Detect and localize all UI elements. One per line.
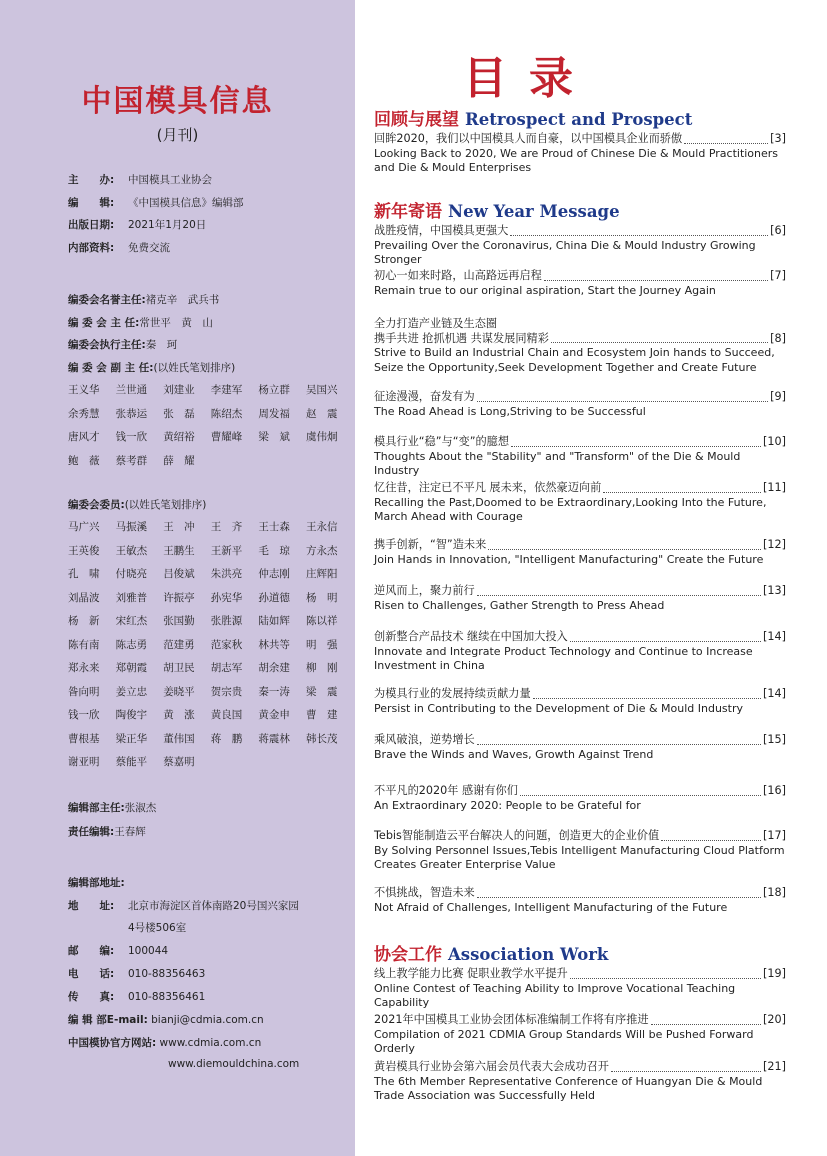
person-name: 虞伟炯	[305, 431, 338, 443]
leader-dots	[477, 744, 761, 745]
person-name: 韩长茂	[305, 732, 338, 745]
leader-dots	[551, 342, 768, 343]
toc-entry[interactable]	[374, 967, 786, 1011]
toc-entry[interactable]	[374, 1060, 786, 1104]
toc-entry-page: [6]	[770, 224, 786, 237]
toc-entry-page: [14]	[763, 687, 786, 700]
toc-entry-title-line	[374, 481, 786, 496]
person-name: 马广兴	[68, 521, 100, 533]
person-name: 董伟国	[163, 732, 195, 745]
honorary-row: 编委会名誉主任:褚克辛 武兵书	[68, 294, 220, 306]
internal-row: 内部资料: 免费交流	[68, 242, 170, 254]
toc-entry-english: Online Contest of Teaching Ability to Improve Vocational Teaching Capability	[374, 981, 736, 1009]
toc-entry-title-line	[374, 538, 786, 553]
resp-row: 责任编辑:王春辉	[68, 826, 146, 838]
toc-entry[interactable]	[374, 733, 786, 762]
person-name: 范建勇	[163, 638, 195, 651]
magazine-title: 中国模具信息	[81, 84, 274, 119]
leader-dots	[520, 795, 761, 796]
toc-entry-title: 线上教学能力比赛 促职业教学水平提升	[374, 967, 568, 980]
site-row: 中国模协官方网站: www.cdmia.com.cn	[68, 1037, 262, 1049]
person-name: 姜晓平	[163, 685, 195, 698]
person-name: 范家秋	[210, 638, 243, 651]
person-name: 黄绍裕	[163, 431, 195, 443]
person-name: 陶俊宇	[115, 709, 148, 721]
toc-entry-english: Join Hands in Innovation, "Intelligent Manufacturing" Create the Future	[374, 552, 764, 566]
person-name: 黄良国	[210, 709, 243, 721]
toc-entry-title: 黄岩模具行业协会第六届会员代表大会成功召开	[374, 1060, 609, 1073]
contact-heading: 编辑部地址:	[68, 877, 125, 889]
person-name: 方永杰	[305, 544, 338, 557]
toc-entry-title: 乘风破浪，逆势增长	[374, 733, 475, 746]
toc-entry-title: 为模具行业的发展持续贡献力量	[374, 687, 531, 700]
leader-dots	[511, 446, 761, 447]
person-name: 蒋震林	[258, 732, 290, 745]
name-row	[68, 406, 354, 430]
toc-entry-title-line	[374, 435, 786, 450]
toc-entry-title: 不平凡的2020年 感谢有你们	[374, 784, 518, 797]
toc-entry-title-line	[374, 829, 786, 844]
person-name: 明 强	[305, 638, 338, 651]
name-row	[68, 429, 354, 453]
person-name: 刘雅普	[115, 591, 148, 604]
person-name: 张恭运	[115, 407, 148, 420]
director-row: 编 委 会 主 任:常世平 黄 山	[68, 317, 213, 329]
toc-entry-page: [11]	[763, 481, 786, 494]
person-name: 蒋 鹏	[210, 732, 243, 745]
person-name: 孔 啸	[68, 568, 100, 580]
person-name: 付晓亮	[115, 568, 148, 580]
person-name: 张胜源	[210, 615, 243, 627]
name-row	[68, 660, 354, 684]
toc-entry-title: 创新整合产品技术 继续在中国加大投入	[374, 630, 568, 643]
leader-dots	[684, 143, 768, 144]
person-name: 王永信	[305, 521, 338, 533]
leader-dots	[603, 492, 761, 493]
person-name: 郑朝霞	[115, 662, 148, 674]
person-name: 王士森	[258, 521, 290, 533]
toc-heading: 目录	[463, 53, 595, 104]
toc-entry-title: 携手创新，“智”造未来	[374, 538, 487, 551]
name-row	[68, 543, 354, 567]
person-name: 张国勤	[163, 615, 195, 627]
person-name: 杨 新	[68, 615, 100, 627]
toc-entry-english: Not Afraid of Challenges, Intelligent Manufacturing of the Future	[374, 900, 728, 914]
person-name: 朱洪亮	[210, 568, 243, 580]
toc-entry[interactable]	[374, 538, 786, 567]
toc-entry-title: 不惧挑战，智造未来	[374, 886, 475, 899]
zip-row: 邮 编: 100044	[68, 945, 169, 957]
toc-entry-page: [15]	[763, 733, 786, 746]
toc-entry-page: [14]	[763, 630, 786, 643]
section-new-year: 新年寄语 New Year Message	[374, 202, 620, 222]
name-row	[68, 382, 354, 406]
toc-entry-title-line	[374, 584, 786, 599]
person-name: 赵 震	[305, 407, 338, 420]
toc-entry-english: Persist in Contributing to the Development of Die & Mould Industry	[374, 701, 744, 715]
toc-entry[interactable]	[374, 269, 786, 298]
toc-entry-title-line	[374, 1013, 786, 1028]
person-name: 周发福	[258, 407, 290, 420]
toc-entry-page: [17]	[763, 829, 786, 842]
toc-entry-page: [9]	[770, 390, 786, 403]
leader-dots	[477, 897, 761, 898]
toc-entry-english: Thoughts About the "Stability" and "Transform" of the Die & Mould Industry	[374, 449, 741, 477]
toc-entry[interactable]	[374, 886, 786, 915]
sponsor-row: 主 办: 中国模具工业协会	[68, 174, 212, 186]
person-name: 刘晶波	[68, 591, 100, 604]
toc-entry-page: [13]	[763, 584, 786, 597]
leader-dots	[570, 978, 761, 979]
person-name: 谢亚明	[68, 756, 100, 768]
person-name: 王义华	[68, 384, 100, 396]
toc-entry[interactable]	[374, 435, 786, 479]
leader-dots	[611, 1071, 761, 1072]
name-row	[68, 707, 354, 731]
person-name: 庄辉阳	[305, 568, 338, 580]
toc-entry-title-line	[374, 332, 786, 347]
toc-entry-title: 逆风而上，聚力前行	[374, 584, 475, 597]
person-name: 黄 涨	[163, 709, 195, 721]
toc-entry-english: The 6th Member Representative Conference of Huangyan Die & Mould Trade Association was Successfully Held	[374, 1074, 763, 1102]
exec-row: 编委会执行主任:秦 珂	[68, 339, 178, 351]
person-name: 王新平	[210, 544, 243, 557]
person-name: 毛 琼	[258, 544, 290, 557]
person-name: 兰世通	[115, 384, 148, 396]
name-row	[68, 684, 354, 708]
person-name: 李建军	[210, 384, 243, 396]
person-name: 刘建业	[163, 384, 195, 396]
tel-row: 电 话: 010-88356463	[68, 968, 206, 980]
person-name: 余秀慧	[68, 407, 100, 420]
name-row	[68, 590, 354, 614]
person-name: 钱一欣	[115, 431, 148, 443]
person-name: 鲍 薇	[68, 454, 100, 467]
person-name: 王敏杰	[115, 544, 148, 557]
toc-entry[interactable]	[374, 630, 786, 674]
leader-dots	[510, 235, 768, 236]
toc-entry-english: An Extraordinary 2020: People to be Grateful for	[374, 798, 641, 812]
person-name: 姜立忠	[115, 685, 148, 698]
name-row	[68, 731, 354, 755]
person-name: 陆如辉	[258, 615, 290, 627]
toc-entry-english: Risen to Challenges, Gather Strength to Press Ahead	[374, 598, 665, 612]
person-name: 杨 明	[305, 591, 338, 604]
toc-entry-title-line	[374, 967, 786, 982]
toc-entry-page: [7]	[770, 269, 786, 282]
name-row	[68, 637, 354, 661]
toc-entry[interactable]	[374, 224, 786, 268]
name-row	[68, 754, 354, 778]
toc-entry-page: [12]	[763, 538, 786, 551]
deputy-row: 编 委 会 副 主 任:(以姓氏笔划排序)	[68, 362, 236, 374]
chief-row: 编辑部主任:张淑杰	[68, 802, 157, 814]
toc-entry-title-line	[374, 687, 786, 702]
editor-row: 编 辑: 《中国模具信息》编辑部	[68, 197, 244, 209]
toc-entry-title-line	[374, 224, 786, 239]
person-name: 仲志刚	[258, 568, 290, 580]
leader-dots	[477, 595, 761, 596]
person-name: 郑永来	[68, 662, 100, 674]
person-name: 曹根基	[68, 732, 100, 745]
toc-entry-title: 携手共进 抢抓机遇 共谋发展同精彩	[374, 331, 549, 345]
toc-entry-page: [8]	[770, 331, 786, 345]
leader-dots	[661, 840, 761, 841]
person-name: 林共等	[258, 638, 290, 651]
toc-entry-title-line	[374, 269, 786, 284]
person-name: 梁正华	[115, 732, 148, 745]
person-name: 孙道德	[258, 591, 290, 604]
person-name: 黄金申	[258, 709, 290, 721]
toc-entry[interactable]	[374, 481, 786, 525]
person-name: 蔡考群	[115, 454, 148, 467]
toc-entry-title: 忆往昔，注定已不平凡 展未来，依然豪迈向前	[374, 481, 602, 494]
toc-entry-english: Recalling the Past,Doomed to be Extraordinary,Looking Into the Future, March Ahead with Courage	[374, 495, 767, 523]
person-name: 吴国兴	[305, 384, 338, 396]
person-name: 曹 建	[305, 709, 338, 721]
toc-entry-page: [20]	[763, 1013, 786, 1026]
toc-entry-page: [18]	[763, 886, 786, 899]
person-name: 王 齐	[210, 521, 243, 533]
fax-row: 传 真: 010-88356461	[68, 991, 206, 1003]
toc-entry[interactable]	[374, 784, 786, 813]
name-row	[68, 566, 354, 590]
person-name: 梁 震	[305, 685, 338, 698]
person-name: 陈绍杰	[210, 407, 243, 420]
person-name: 钱一欣	[68, 709, 100, 721]
toc-entry-title-line	[374, 630, 786, 645]
toc-entry-title: 2021年中国模具工业协会团体标准编制工作将有序推进	[374, 1013, 649, 1026]
toc-entry-title: 回眸2020，我们以中国模具人而自豪，以中国模具企业而骄傲	[374, 132, 683, 145]
addr-row-2: 4号楼506室	[128, 922, 187, 934]
section-association: 协会工作 Association Work	[374, 945, 609, 965]
toc-entry-page: [21]	[763, 1060, 786, 1073]
deputy-list	[68, 382, 354, 476]
person-name: 胡志军	[210, 662, 243, 674]
toc-entry-title: 征途漫漫，奋发有为	[374, 390, 475, 403]
date-row: 出版日期: 2021年1月20日	[68, 219, 207, 231]
toc-entry-title-line	[374, 1060, 786, 1075]
toc-entry[interactable]	[374, 1013, 786, 1057]
person-name: 王鹏生	[163, 544, 195, 557]
person-name: 王英俊	[68, 544, 100, 557]
leader-dots	[488, 549, 761, 550]
toc-entry-title-line	[374, 132, 786, 147]
person-name: 胡余建	[258, 662, 290, 674]
person-name: 柳 刚	[305, 662, 338, 674]
toc-entry-english: Compilation of 2021 CDMIA Group Standards Will be Pushed Forward Orderly	[374, 1027, 754, 1055]
toc-entry-title: 初心一如来时路，山高路远再启程	[374, 269, 542, 282]
person-name: 陈以祥	[305, 615, 338, 627]
person-name: 陈有南	[68, 638, 100, 651]
name-row	[68, 613, 354, 637]
toc-entry[interactable]	[374, 584, 786, 613]
section-retrospect: 回顾与展望 Retrospect and Prospect	[374, 110, 693, 130]
person-name: 昝向明	[68, 685, 100, 698]
leader-dots	[533, 698, 761, 699]
name-row	[68, 453, 354, 477]
toc-entry-page: [3]	[770, 132, 786, 145]
toc-entry-english: Strive to Build an Industrial Chain and Ecosystem Join hands to Succeed, Seize the Opportunity,Seek Development Together and Create Future	[374, 346, 775, 374]
person-name: 王 冲	[163, 521, 195, 533]
leader-dots	[651, 1024, 761, 1025]
person-name: 贺宗贵	[210, 685, 243, 698]
leader-dots	[477, 401, 768, 402]
toc-entry-english: The Road Ahead is Long,Striving to be Successful	[374, 404, 646, 418]
toc-entry-page: [16]	[763, 784, 786, 797]
toc-entry[interactable]	[374, 132, 786, 176]
toc-entry-page: [19]	[763, 967, 786, 980]
toc-entry-pretitle: 全力打造产业链及生态圈	[374, 317, 498, 330]
toc-entry-title-line	[374, 784, 786, 799]
person-name: 梁 斌	[258, 431, 290, 443]
toc-entry-english: Innovate and Integrate Product Technology and Continue to Increase Investment in China	[374, 644, 753, 672]
toc-entry[interactable]	[374, 317, 786, 375]
toc-entry-english: Brave the Winds and Waves, Growth Against Trend	[374, 747, 654, 761]
person-name: 曹耀峰	[210, 431, 243, 443]
toc-entry-title-line	[374, 733, 786, 748]
person-name: 孙宪华	[210, 591, 243, 604]
name-row	[68, 519, 354, 543]
person-name: 宋红杰	[115, 615, 148, 627]
member-list	[68, 519, 354, 778]
toc-entry-title: 战胜疫情，中国模具更强大	[374, 224, 509, 237]
person-name: 薛 耀	[163, 454, 195, 467]
magazine-subtitle: (月刊)	[156, 126, 199, 144]
toc-entry[interactable]	[374, 829, 786, 873]
person-name: 杨立群	[258, 384, 290, 396]
toc-entry-english: Remain true to our original aspiration, Start the Journey Again	[374, 283, 716, 297]
leader-dots	[544, 280, 768, 281]
members-row: 编委会委员:(以姓氏笔划排序)	[68, 499, 207, 511]
leader-dots	[570, 641, 761, 642]
left-panel	[0, 0, 355, 1156]
person-name: 张 磊	[163, 407, 195, 420]
email-row: 编 辑 部E-mail: bianji@cdmia.com.cn	[68, 1014, 264, 1026]
toc-entry-english: Looking Back to 2020, We are Proud of Chinese Die & Mould Practitioners and Die & Mould Enterprises	[374, 146, 779, 174]
addr-row: 地 址: 北京市海淀区首体南路20号国兴家园	[68, 900, 299, 912]
toc-entry-title-line	[374, 390, 786, 405]
toc-entry[interactable]	[374, 687, 786, 716]
person-name: 蔡嘉明	[163, 756, 195, 768]
person-name: 吕俊斌	[163, 568, 195, 580]
toc-entry-title: 模具行业“稳”与“变”的臆想	[374, 435, 510, 448]
person-name: 唐风才	[68, 431, 100, 443]
person-name: 陈志勇	[115, 638, 148, 651]
toc-entry-title: Tebis智能制造云平台解决人的问题，创造更大的企业价值	[374, 829, 660, 842]
person-name: 许振亭	[163, 591, 195, 604]
toc-entry-english: Prevailing Over the Coronavirus, China Die & Mould Industry Growing Stronger	[374, 238, 756, 266]
toc-entry-page: [10]	[763, 435, 786, 448]
toc-entry-english: By Solving Personnel Issues,Tebis Intelligent Manufacturing Cloud Platform Creates Greater Enterprise Value	[374, 843, 785, 871]
toc-entry[interactable]	[374, 390, 786, 419]
person-name: 马振溪	[115, 521, 148, 533]
person-name: 蔡能平	[115, 756, 148, 768]
person-name: 秦一涛	[258, 685, 290, 698]
site-row-2: www.diemouldchina.com	[168, 1058, 300, 1070]
toc-entry-title-line	[374, 886, 786, 901]
person-name: 胡卫民	[163, 662, 195, 674]
